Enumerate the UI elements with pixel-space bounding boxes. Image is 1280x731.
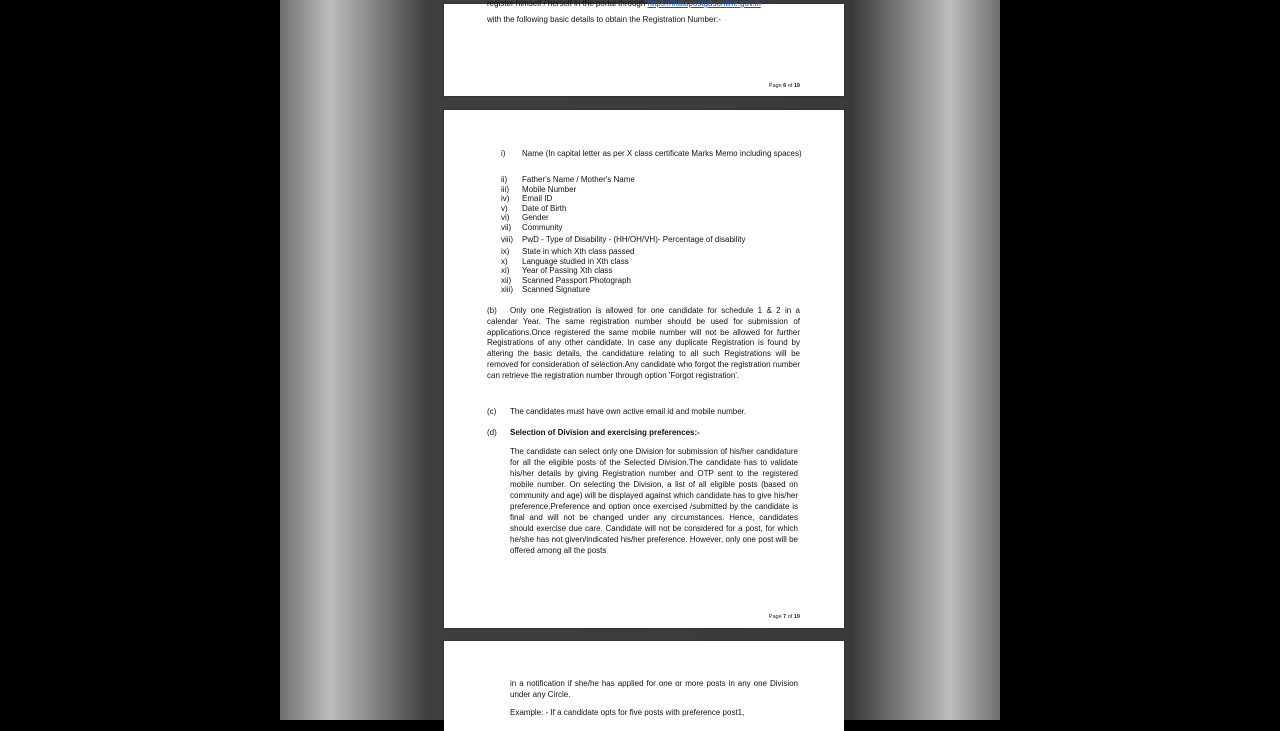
document-page-7 <box>444 110 844 628</box>
list-item: viii) PwD - Type of Disability - (HH/OH/VH)- Percentage of disability <box>501 234 746 244</box>
page6-text: with the following basic details to obtain the Registration Number:- <box>487 15 721 24</box>
paragraph-d-body: The candidate can select only one Division for submission of his/her candidature for all the eligible posts of the Selected Division.The candidate has to validate his/her details by giving Registration number and OTP sent to the registered mobile number. On selecting the Division, a list of all eligible posts (based on community and age) will be displayed against which candidate has to give his/her preference.Preference and option once exercised /submitted by the candidate is final and will not be changed under any circumstances. Hence, candidates should exercise due care. Candidate will not be considered for a post, for which he/she has not given/indicated his/her preference. However, only one post will be offered among all the posts <box>510 447 798 555</box>
paragraph-c-label: (c) <box>487 407 497 416</box>
page7-footer: Page 7 of 19 <box>768 614 800 620</box>
paragraph-b-text: Only one Registration is allowed for one candidate for schedule 1 & 2 in a calendar Year. The same registration number should be used for submission of applications.Once registered the same mobile number will not be allowed for further Registrations of any other candidate. In case any duplicate Registration is found by altering the basic details, the candidature relating to all such Registrations will be removed for consideration of selection.Any candidate who forgot the registration number can retrieve the registration number through option 'Forgot registration'. <box>487 306 800 380</box>
paragraph-b <box>487 306 800 382</box>
document-page-8 <box>444 641 844 731</box>
section-heading: Selection of Division and exercising preferences:- <box>510 428 700 437</box>
paragraph-d-label: (d) <box>487 428 497 437</box>
list-item: iv) Email ID <box>501 194 553 204</box>
list-item: vi) Gender <box>501 213 549 223</box>
list-item: ix) State in which Xth class passed <box>501 246 635 256</box>
page6-footer: Page 6 of 19 <box>768 83 800 89</box>
list-item: ii) Father's Name / Mother's Name <box>501 175 635 184</box>
page8-text-2: Example: - If a candidate opts for five posts with preference post1, <box>510 708 745 717</box>
basic-details-list <box>501 149 801 295</box>
list-item: xi) Year of Passing Xth class <box>501 266 613 276</box>
page8-text-1: in a notification if she/he has applied for one or more posts in any one Division under any Circle. <box>510 679 798 699</box>
paragraph-c-text: The candidates must have own active email id and mobile number. <box>510 407 747 416</box>
page6-top-fragment <box>487 0 807 9</box>
list-item: v) Date of Birth <box>501 203 567 213</box>
list-item: xiii) Scanned Signature <box>501 285 591 295</box>
document-page-6 <box>444 0 844 96</box>
paragraph-b-label: (b) <box>487 306 497 315</box>
list-item: x) Language studied in Xth class <box>501 256 629 266</box>
page6-fragment-text: register himself / herself in the portal through <box>487 0 648 8</box>
paragraph-c <box>487 407 800 418</box>
portal-link[interactable]: https://indiapostgdsonline.gov.in <box>647 0 761 8</box>
list-item: vii) Community <box>501 222 563 232</box>
list-item: xii) Scanned Passport Photograph <box>501 275 631 285</box>
paragraph-d-heading <box>487 428 807 438</box>
list-item: iii) Mobile Number <box>501 184 577 194</box>
list-item: i) Name (In capital letter as per X class certificate Marks Memo including spaces) <box>501 149 802 158</box>
